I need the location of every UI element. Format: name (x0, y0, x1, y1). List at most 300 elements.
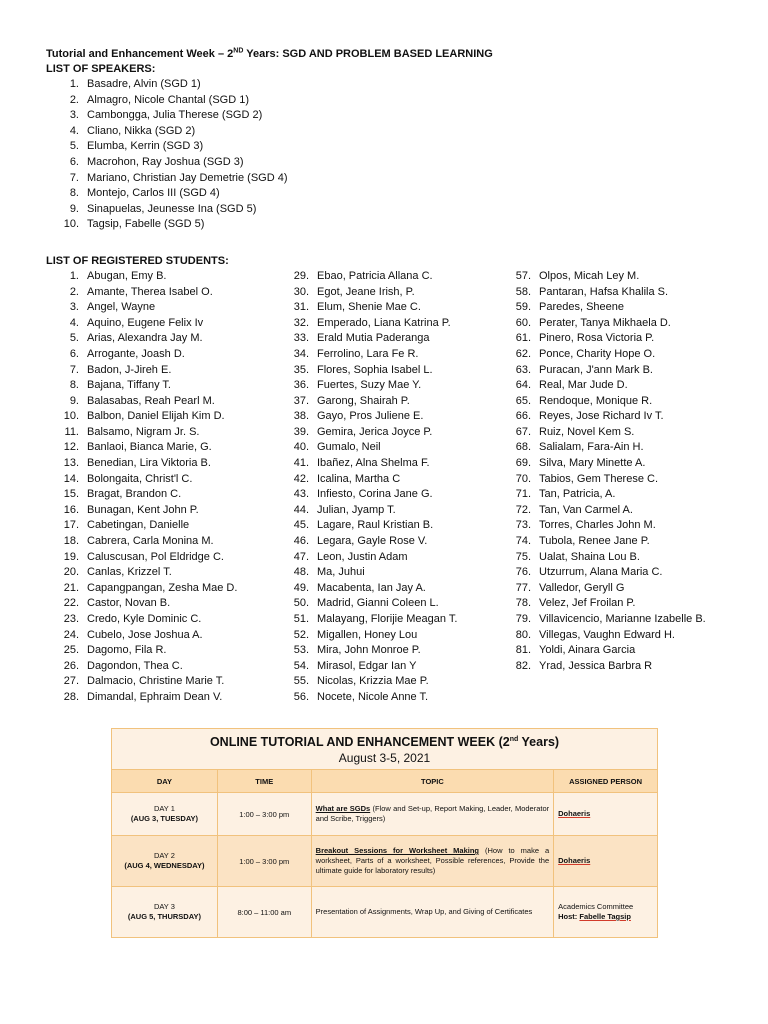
list-name: Garong, Shairah P. (317, 394, 410, 407)
student-item (291, 550, 513, 566)
list-number: 75. (515, 550, 531, 563)
list-name: Migallen, Honey Lou (317, 628, 418, 641)
student-item (513, 440, 733, 456)
list-number: 34. (293, 347, 309, 360)
list-number: 56. (293, 690, 309, 703)
list-name: Tan, Van Carmel A. (539, 503, 633, 516)
list-name: Tan, Patricia, A. (539, 488, 616, 501)
day-date: (AUG 4, WEDNESDAY) (124, 861, 205, 870)
list-number: 61. (515, 332, 531, 345)
list-number: 6. (69, 155, 79, 168)
student-item (513, 331, 733, 347)
heading-superscript: ND (233, 47, 244, 55)
student-item (513, 378, 733, 394)
list-number: 59. (515, 301, 531, 314)
time-cell: 1:00 – 3:00 pm (217, 836, 311, 887)
list-number: 32. (293, 316, 309, 329)
day-label: DAY 2 (153, 851, 175, 860)
schedule-dates: August 3-5, 2021 (338, 750, 431, 765)
list-number: 53. (293, 644, 309, 657)
list-number: 39. (293, 425, 309, 438)
list-name: Castor, Novan B. (87, 597, 171, 610)
topic-details: (How to make a worksheet, Parts of a worksheet, Possible references, Provide the ultimate guide for laboratory results) (315, 846, 550, 875)
student-item (291, 425, 513, 441)
list-name: Valledor, Geryll G (539, 581, 625, 594)
assigned-person-line (558, 809, 653, 819)
list-name: Badon, J-Jireh E. (87, 363, 172, 376)
list-name: Icalina, Martha C (317, 472, 401, 485)
header-day: DAY (112, 770, 218, 793)
list-name: Almagro, Nicole Chantal (SGD 1) (87, 93, 250, 106)
list-number: 48. (293, 566, 309, 579)
student-item (291, 440, 513, 456)
student-item (46, 456, 291, 472)
list-name: Perater, Tanya Mikhaela D. (539, 316, 671, 329)
assigned-person-cell (554, 887, 658, 938)
student-item (46, 316, 291, 332)
list-name: Gumalo, Neil (317, 441, 381, 454)
student-item (291, 331, 513, 347)
student-item (46, 285, 291, 301)
assigned-person-cell (554, 793, 658, 836)
student-item (513, 612, 733, 628)
assigned-person-line (558, 856, 653, 866)
list-name: Abugan, Emy B. (87, 269, 167, 282)
student-item (291, 503, 513, 519)
list-name: Ma, Juhui (317, 566, 365, 579)
student-item (291, 394, 513, 410)
list-name: Macabenta, Ian Jay A. (317, 581, 426, 594)
list-number: 26. (63, 659, 79, 672)
day-date: (AUG 3, TUESDAY) (130, 814, 199, 823)
list-number: 21. (63, 581, 79, 594)
list-name: Banlaoi, Bianca Marie, G. (87, 441, 212, 454)
list-number: 37. (293, 394, 309, 407)
student-item (513, 472, 733, 488)
list-number: 15. (63, 488, 79, 501)
student-item (291, 674, 513, 690)
student-item (46, 425, 291, 441)
student-item (291, 269, 513, 285)
list-name: Elumba, Kerrin (SGD 3) (87, 140, 204, 153)
student-item (46, 378, 291, 394)
list-number: 27. (63, 675, 79, 688)
speaker-item (46, 77, 736, 93)
student-item (46, 612, 291, 628)
list-number: 42. (293, 472, 309, 485)
list-name: Julian, Jyamp T. (317, 503, 396, 516)
student-item (291, 347, 513, 363)
list-name: Yoldi, Ainara Garcia (539, 644, 636, 657)
list-name: Infiesto, Corina Jane G. (317, 488, 433, 501)
list-name: Olpos, Micah Ley M. (539, 269, 640, 282)
student-item (46, 659, 291, 675)
list-number: 14. (63, 472, 79, 485)
list-number: 64. (515, 379, 531, 392)
list-number: 28. (63, 690, 79, 703)
list-number: 22. (63, 597, 79, 610)
student-item (291, 690, 513, 706)
list-number: 60. (515, 316, 531, 329)
student-item (46, 565, 291, 581)
list-name: Cambongga, Julia Therese (SGD 2) (87, 109, 263, 122)
student-item (291, 487, 513, 503)
list-name: Malayang, Florijie Meagan T. (317, 613, 458, 625)
student-item (513, 550, 733, 566)
list-name: Gemira, Jerica Joyce P. (317, 425, 433, 438)
list-name: Arias, Alexandra Jay M. (87, 332, 203, 345)
list-number: 46. (293, 535, 309, 548)
student-item (46, 347, 291, 363)
list-name: Basadre, Alvin (SGD 1) (87, 78, 201, 90)
list-name: Paredes, Sheene (539, 301, 625, 314)
list-number: 74. (515, 535, 531, 548)
list-name: Cabrera, Carla Monina M. (87, 535, 214, 548)
speaker-item (46, 93, 736, 109)
list-number: 38. (293, 410, 309, 423)
student-item (291, 409, 513, 425)
student-item (513, 316, 733, 332)
student-item (513, 285, 733, 301)
list-name: Angel, Wayne (87, 301, 156, 314)
topic-details: (Flow and Set-up, Report Making, Leader, Moderator and Scribe, Triggers) (315, 804, 550, 823)
student-item (46, 596, 291, 612)
list-name: Utzurrum, Alana Maria C. (539, 566, 663, 579)
list-number: 44. (293, 503, 309, 516)
student-item (46, 581, 291, 597)
student-item (513, 394, 733, 410)
list-name: Real, Mar Jude D. (539, 379, 628, 392)
list-name: Credo, Kyle Dominic C. (87, 613, 202, 625)
header-time: TIME (217, 770, 311, 793)
student-item (291, 300, 513, 316)
list-name: Villegas, Vaughn Edward H. (539, 628, 675, 641)
speaker-item (46, 139, 736, 155)
header-assigned-person: ASSIGNED PERSON (554, 770, 658, 793)
list-number: 40. (293, 441, 309, 454)
list-number: 23. (63, 613, 79, 625)
list-name: Mirasol, Edgar Ian Y (317, 659, 417, 672)
list-number: 57. (515, 269, 531, 282)
list-number: 9. (69, 394, 79, 407)
list-number: 8. (69, 379, 79, 392)
student-item (513, 269, 733, 285)
list-number: 3. (69, 301, 79, 314)
speakers-title: LIST OF SPEAKERS: (46, 63, 156, 75)
student-item (291, 456, 513, 472)
student-item (46, 440, 291, 456)
list-number: 9. (69, 202, 79, 215)
list-name: Cliano, Nikka (SGD 2) (87, 124, 196, 137)
student-item (46, 409, 291, 425)
list-name: Dimandal, Ephraim Dean V. (87, 690, 223, 703)
list-number: 30. (293, 285, 309, 298)
students-column-2 (291, 269, 513, 706)
list-name: Nicolas, Krizzia Mae P. (317, 675, 429, 688)
students-column-1 (46, 269, 291, 706)
list-name: Balsamo, Nigram Jr. S. (87, 425, 200, 438)
list-name: Montejo, Carlos III (SGD 4) (87, 187, 220, 200)
student-item (291, 316, 513, 332)
students-title: LIST OF REGISTERED STUDENTS: (46, 254, 229, 267)
speaker-item (46, 186, 736, 202)
topic-cell (311, 793, 553, 836)
list-name: Puracan, J'ann Mark B. (539, 363, 653, 376)
list-number: 7. (69, 363, 79, 376)
day-cell (112, 836, 218, 887)
time-cell: 1:00 – 3:00 pm (217, 793, 311, 836)
student-item (46, 643, 291, 659)
list-name: Legara, Gayle Rose V. (317, 535, 428, 548)
list-number: 29. (293, 269, 309, 282)
day-cell (112, 793, 218, 836)
list-name: Gayo, Pros Juliene E. (317, 410, 424, 423)
list-number: 16. (63, 503, 79, 516)
schedule-table (111, 728, 658, 938)
student-item (513, 628, 733, 644)
students-column-3 (513, 269, 733, 706)
list-number: 78. (515, 597, 531, 610)
list-name: Elum, Shenie Mae C. (317, 301, 421, 314)
list-name: Capangpangan, Zesha Mae D. (87, 581, 238, 594)
list-name: Reyes, Jose Richard Iv T. (539, 410, 664, 423)
student-item (291, 378, 513, 394)
speaker-item (46, 202, 736, 218)
student-item (291, 596, 513, 612)
speaker-item (46, 124, 736, 140)
list-name: Aquino, Eugene Felix Iv (87, 316, 204, 329)
list-name: Erald Mutia Paderanga (317, 332, 430, 345)
speakers-list (46, 77, 736, 233)
day-date: (AUG 5, THURSDAY) (127, 912, 201, 921)
list-name: Macrohon, Ray Joshua (SGD 3) (87, 155, 244, 168)
schedule-body (112, 793, 658, 938)
student-item (291, 285, 513, 301)
student-item (513, 596, 733, 612)
schedule-header-row (112, 770, 658, 793)
topic-title: Breakout Sessions for Worksheet Making (315, 846, 480, 855)
list-number: 17. (63, 519, 79, 532)
topic-cell (311, 887, 553, 938)
student-item (46, 363, 291, 379)
student-item (46, 331, 291, 347)
list-number: 69. (515, 457, 531, 470)
student-item (513, 487, 733, 503)
list-name: Fuertes, Suzy Mae Y. (317, 379, 422, 392)
student-item (46, 487, 291, 503)
student-item (46, 628, 291, 644)
list-name: Arrogante, Joash D. (87, 347, 185, 360)
list-name: Cabetingan, Danielle (87, 519, 190, 532)
list-number: 76. (515, 566, 531, 579)
list-name: Cubelo, Jose Joshua A. (87, 628, 203, 641)
list-number: 65. (515, 394, 531, 407)
list-number: 19. (63, 550, 79, 563)
list-number: 66. (515, 410, 531, 423)
document-heading (46, 47, 736, 62)
speaker-item (46, 155, 736, 171)
student-item (513, 456, 733, 472)
student-item (513, 643, 733, 659)
student-item (291, 534, 513, 550)
list-number: 51. (293, 613, 309, 625)
list-number: 35. (293, 363, 309, 376)
student-item (291, 628, 513, 644)
student-item (513, 425, 733, 441)
list-name: Bragat, Brandon C. (87, 488, 182, 501)
heading-suffix: Years: SGD AND PROBLEM BASED LEARNING (243, 48, 493, 60)
list-name: Ruiz, Novel Kem S. (539, 425, 635, 438)
student-item (513, 581, 733, 597)
list-name: Tabios, Gem Therese C. (539, 472, 659, 485)
list-number: 71. (515, 488, 531, 501)
list-number: 1. (69, 269, 79, 282)
student-item (291, 659, 513, 675)
assigned-person-label: Host: (558, 912, 580, 921)
heading-prefix: Tutorial and Enhancement Week – 2 (46, 48, 234, 60)
list-number: 5. (69, 140, 79, 153)
student-item (46, 472, 291, 488)
list-number: 63. (515, 363, 531, 376)
list-name: Bajana, Tiffany T. (87, 379, 171, 392)
schedule-title-cell (112, 729, 658, 770)
list-name: Nocete, Nicole Anne T. (317, 690, 429, 703)
topic-details: Presentation of Assignments, Wrap Up, and Giving of Certificates (315, 907, 533, 916)
student-item (291, 565, 513, 581)
student-item (513, 300, 733, 316)
list-name: Villavicencio, Marianne Izabelle B. (539, 613, 706, 625)
list-name: Pinero, Rosa Victoria P. (539, 332, 655, 345)
list-name: Salialam, Fara-Ain H. (539, 441, 644, 454)
day-label: DAY 3 (153, 902, 175, 911)
schedule-title: ONLINE TUTORIAL AND ENHANCEMENT WEEK (2nd Years) (209, 735, 560, 750)
student-item (291, 363, 513, 379)
student-item (291, 612, 513, 628)
student-item (513, 518, 733, 534)
header-topic: TOPIC (311, 770, 553, 793)
topic-cell (311, 836, 553, 887)
list-number: 4. (69, 124, 79, 137)
document-body (46, 47, 736, 706)
list-number: 52. (293, 628, 309, 641)
student-item (513, 409, 733, 425)
list-number: 81. (515, 644, 531, 657)
student-item (46, 674, 291, 690)
assigned-person-cell (554, 836, 658, 887)
assigned-person-name: Dohaeris (558, 856, 591, 865)
list-number: 77. (515, 581, 531, 594)
assigned-person-line (558, 902, 653, 912)
list-name: Ponce, Charity Hope O. (539, 347, 656, 360)
student-item (46, 394, 291, 410)
assigned-person-name: Fabelle Tagsip (579, 912, 631, 921)
list-number: 1. (69, 78, 79, 90)
student-item (291, 472, 513, 488)
schedule-row (112, 887, 658, 938)
list-name: Rendoque, Monique R. (539, 394, 653, 407)
student-item (46, 690, 291, 706)
list-name: Dalmacio, Christine Marie T. (87, 675, 225, 688)
list-number: 73. (515, 519, 531, 532)
student-item (46, 534, 291, 550)
list-number: 58. (515, 285, 531, 298)
student-item (46, 300, 291, 316)
list-name: Bunagan, Kent John P. (87, 503, 199, 516)
list-name: Dagomo, Fila R. (87, 644, 167, 657)
list-name: Mariano, Christian Jay Demetrie (SGD 4) (87, 171, 288, 184)
list-number: 10. (63, 218, 79, 231)
list-name: Pantaran, Hafsa Khalila S. (539, 285, 669, 298)
list-number: 3. (69, 109, 79, 122)
list-number: 18. (63, 535, 79, 548)
list-name: Ebao, Patricia Allana C. (317, 269, 433, 282)
student-item (291, 643, 513, 659)
list-name: Emperado, Liana Katrina P. (317, 316, 451, 329)
list-number: 54. (293, 659, 309, 672)
list-number: 43. (293, 488, 309, 501)
student-item (46, 518, 291, 534)
list-number: 36. (293, 379, 309, 392)
list-number: 24. (63, 628, 79, 641)
list-name: Ibañez, Alna Shelma F. (317, 457, 430, 470)
schedule-row (112, 836, 658, 887)
list-number: 49. (293, 581, 309, 594)
list-number: 2. (69, 285, 79, 298)
day-label: DAY 1 (153, 804, 175, 813)
student-item (513, 347, 733, 363)
list-number: 7. (69, 171, 79, 184)
list-name: Benedian, Lira Viktoria B. (87, 457, 211, 470)
list-name: Caluscusan, Pol Eldridge C. (87, 550, 224, 563)
list-name: Tubola, Renee Jane P. (539, 535, 650, 548)
list-name: Mira, John Monroe P. (317, 644, 421, 657)
list-number: 72. (515, 503, 531, 516)
list-number: 70. (515, 472, 531, 485)
list-number: 45. (293, 519, 309, 532)
list-number: 47. (293, 550, 309, 563)
list-number: 13. (63, 457, 79, 470)
student-item (513, 503, 733, 519)
student-item (513, 565, 733, 581)
list-name: Dagondon, Thea C. (87, 659, 183, 672)
list-name: Velez, Jef Froilan P. (539, 597, 636, 610)
list-number: 8. (69, 187, 79, 200)
list-name: Balasabas, Reah Pearl M. (87, 394, 215, 407)
list-number: 12. (63, 441, 79, 454)
assigned-person-label: Academics Committee (558, 902, 634, 911)
list-name: Lagare, Raul Kristian B. (317, 519, 434, 532)
student-item (291, 518, 513, 534)
list-number: 10. (63, 410, 79, 423)
list-number: 11. (64, 425, 79, 438)
list-number: 5. (69, 332, 79, 345)
list-number: 41. (293, 457, 309, 470)
list-number: 33. (293, 332, 309, 345)
list-name: Madrid, Gianni Coleen L. (317, 597, 439, 610)
student-item (46, 269, 291, 285)
list-name: Egot, Jeane Irish, P. (317, 285, 415, 298)
student-item (513, 363, 733, 379)
list-number: 80. (515, 628, 531, 641)
speaker-item (46, 171, 736, 187)
assigned-person-line (558, 912, 653, 922)
list-number: 50. (293, 597, 309, 610)
list-name: Bolongaita, Christ'l C. (87, 472, 193, 485)
student-item (513, 534, 733, 550)
list-name: Tagsip, Fabelle (SGD 5) (87, 218, 205, 231)
list-number: 55. (293, 675, 309, 688)
speaker-item (46, 108, 736, 124)
